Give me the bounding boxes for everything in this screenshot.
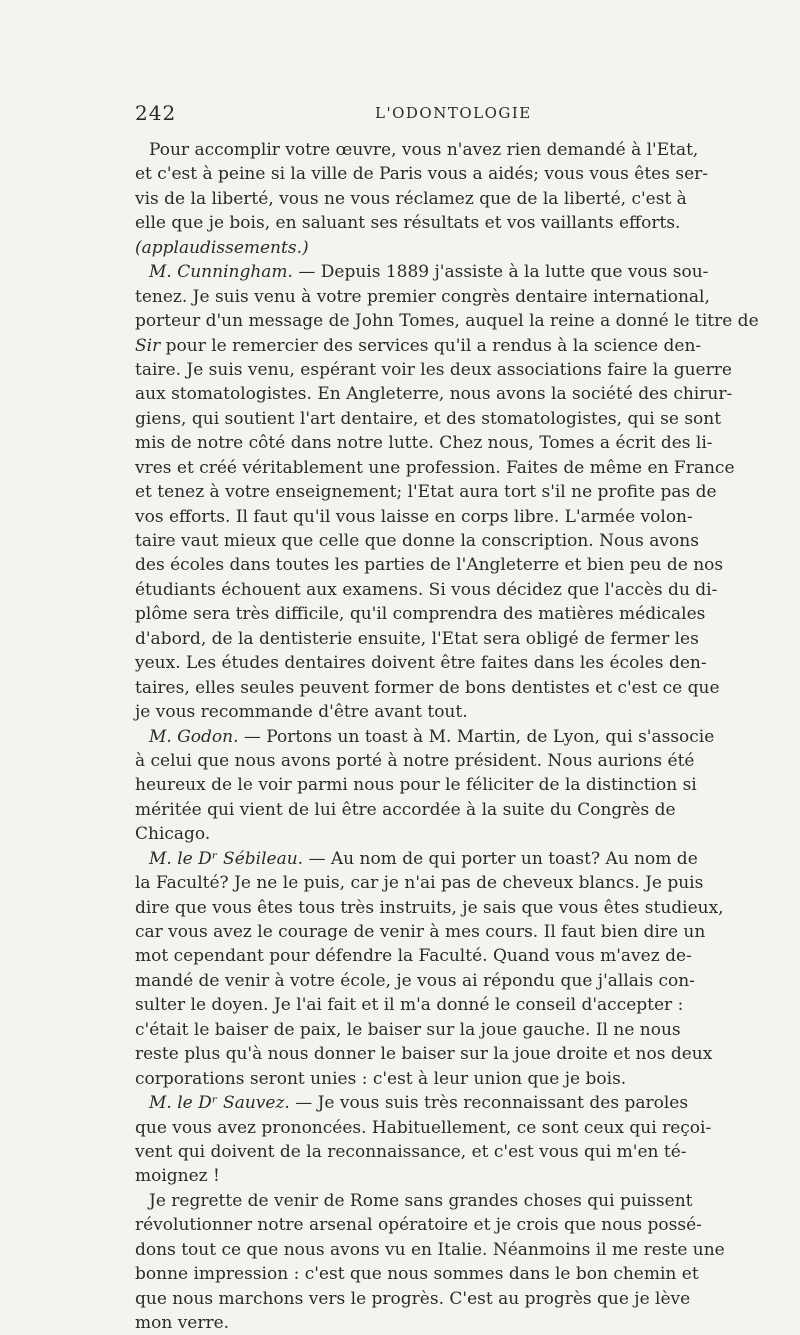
line-text: plôme sera très difficile, qu'il comprendra des matières médicales [135, 604, 706, 625]
line-text: dons tout ce que nous avons vu en Italie. Néanmoins il me reste une [135, 1239, 725, 1260]
text-line [135, 993, 684, 1017]
text-line [135, 602, 706, 626]
text-line [135, 798, 675, 822]
text-line [135, 480, 717, 504]
line-text: mandé de venir à votre école, je vous ai répondu que j'allais con- [135, 970, 695, 991]
line-text: giens, qui soutient l'art dentaire, et des stomatologistes, qui se sont [135, 408, 722, 429]
line-text: yeux. Les études dentaires doivent être faites dans les écoles den- [135, 653, 707, 674]
line-text: — Je vous suis très reconnaissant des paroles [289, 1093, 689, 1114]
text-line [135, 309, 759, 333]
line-text: reste plus qu'à nous donner le baiser sur la joue droite et nos deux [135, 1044, 713, 1065]
text-line [135, 944, 692, 968]
line-text: et c'est à peine si la ville de Paris vous a aidés; vous vous êtes ser- [135, 164, 709, 185]
text-line [135, 456, 735, 480]
text-line [135, 969, 695, 993]
text-line [135, 1067, 675, 1091]
line-text: mis de notre côté dans notre lutte. Chez nous, Tomes a écrit des li- [135, 433, 713, 454]
text-line [135, 505, 693, 529]
speaker-name: M. le Dʳ Sébileau. [149, 848, 304, 869]
line-text: mot cependant pour défendre la Faculté. Quand vous m'avez de- [135, 946, 692, 967]
text-line [135, 578, 718, 602]
line-text: car vous avez le courage de venir à mes cours. Il faut bien dire un [135, 922, 706, 942]
line-text: à celui que nous avons porté à notre président. Nous aurions été [135, 750, 695, 771]
text-line [135, 700, 675, 724]
line-text: vis de la liberté, vous ne vous réclamez que de la liberté, c'est à [135, 188, 687, 209]
line-text: d'abord, de la dentisterie ensuite, l'Etat sera obligé de fermer les [135, 628, 699, 649]
line-text: moignez ! [135, 1166, 220, 1187]
text-line [135, 553, 724, 577]
speaker-name: M. le Dʳ Sauvez. [149, 1093, 290, 1114]
text-line [135, 1262, 699, 1286]
text-line [135, 1213, 702, 1237]
line-text: Pour accomplir votre œuvre, vous n'avez rien demandé à l'Etat, [149, 140, 699, 160]
speaker-name: M. Godon. [149, 726, 239, 747]
text-line [135, 1311, 675, 1335]
running-head: L'ODONTOLOGIE [375, 104, 532, 122]
text-line [135, 211, 681, 235]
text-line [135, 847, 698, 871]
text-line [135, 1238, 725, 1262]
line-text: dire que vous êtes tous très instruits, je sais que vous êtes studieux, [135, 897, 724, 918]
line-text: sulter le doyen. Je l'ai fait et il m'a donné le conseil d'accepter : [135, 995, 684, 1016]
text-line [135, 382, 733, 406]
text-line [135, 260, 709, 284]
line-text: — Depuis 1889 j'assiste à la lutte que vous sou- [292, 262, 709, 283]
line-text: vres et créé véritablement une profession. Faites de même en France [135, 457, 735, 478]
line-text: pour le remercier des services qu'il a rendus à la science den- [160, 335, 702, 356]
text-line [135, 920, 706, 944]
body-text [135, 138, 759, 1335]
text-line [135, 138, 699, 162]
line-text: des écoles dans toutes les parties de l'Angleterre et bien peu de nos [135, 555, 724, 576]
text-line [135, 1091, 689, 1115]
text-line [135, 187, 687, 211]
line-text: et tenez à votre enseignement; l'Etat aura tort s'il ne profite pas de [135, 482, 717, 503]
text-line [135, 1116, 712, 1140]
line-text: — Au nom de qui porter un toast? Au nom de [303, 848, 698, 869]
text-line [135, 871, 704, 895]
line-text: taire. Je suis venu, espérant voir les deux associations faire la guerre [135, 359, 732, 380]
line-text: que vous avez prononcées. Habituellement, ce sont ceux qui reçoi- [135, 1117, 712, 1138]
text-line [135, 236, 675, 260]
line-text: tenez. Je suis venu à votre premier congrès dentaire international, [135, 286, 710, 307]
line-text: révolutionner notre arsenal opératoire et je crois que nous possé- [135, 1215, 702, 1236]
line-text: taire vaut mieux que celle que donne la conscription. Nous avons [135, 531, 699, 551]
text-line [135, 358, 732, 382]
line-text: Je regrette de venir de Rome sans grandes choses qui puissent [149, 1190, 693, 1211]
text-line [135, 896, 724, 920]
text-line [135, 1140, 687, 1164]
page-number: 242 [135, 101, 177, 125]
line-text: vos efforts. Il faut qu'il vous laisse en corps libre. L'armée volon- [135, 506, 693, 527]
text-line [135, 749, 695, 773]
line-text: vent qui doivent de la reconnaissance, et c'est vous qui m'en té- [135, 1141, 687, 1162]
line-text: mon verre. [135, 1313, 230, 1333]
text-line [135, 431, 713, 455]
line-text: étudiants échouent aux examens. Si vous décidez que l'accès du di- [135, 579, 718, 600]
line-text: porteur d'un message de John Tomes, auquel la reine a donné le titre de [135, 311, 759, 332]
speaker-name: Sir [135, 335, 161, 356]
text-line [135, 1287, 691, 1311]
text-line [135, 162, 709, 186]
line-text: elle que je bois, en saluant ses résultats et vos vaillants efforts. [135, 213, 681, 234]
text-line [135, 1189, 693, 1213]
text-line [135, 1164, 675, 1188]
text-line [135, 822, 675, 846]
text-line [135, 285, 710, 309]
line-text: aux stomatologistes. En Angleterre, nous avons la société des chirur- [135, 384, 733, 405]
text-line [135, 676, 720, 700]
line-text: je vous recommande d'être avant tout. [135, 702, 468, 723]
text-line [135, 334, 702, 358]
line-text: bonne impression : c'est que nous sommes dans le bon chemin et [135, 1264, 699, 1285]
line-text: que nous marchons vers le progrès. C'est au progrès que je lève [135, 1288, 691, 1309]
line-text: heureux de le voir parmi nous pour le féliciter de la distinction si [135, 775, 697, 796]
speaker-name: M. Cunningham. [149, 262, 293, 283]
line-text: méritée qui vient de lui être accordée à la suite du Congrès de [135, 799, 676, 820]
text-line [135, 1042, 713, 1066]
text-line [135, 407, 722, 431]
text-line [135, 725, 715, 749]
line-text: — Portons un toast à M. Martin, de Lyon, qui s'associe [238, 726, 715, 747]
line-text: taires, elles seules peuvent former de bons dentistes et c'est ce que [135, 677, 720, 698]
line-text: c'était le baiser de paix, le baiser sur la joue gauche. Il ne nous [135, 1019, 681, 1040]
text-line [135, 529, 699, 553]
line-text: (applaudissements.) [135, 237, 309, 258]
text-line [135, 1018, 681, 1042]
line-text: corporations seront unies : c'est à leur union que je bois. [135, 1068, 627, 1089]
text-line [135, 773, 697, 797]
page-header [135, 101, 675, 127]
text-line [135, 627, 699, 651]
line-text: Chicago. [135, 824, 211, 845]
line-text: la Faculté? Je ne le puis, car je n'ai pas de cheveux blancs. Je puis [135, 873, 704, 894]
text-line [135, 651, 707, 675]
